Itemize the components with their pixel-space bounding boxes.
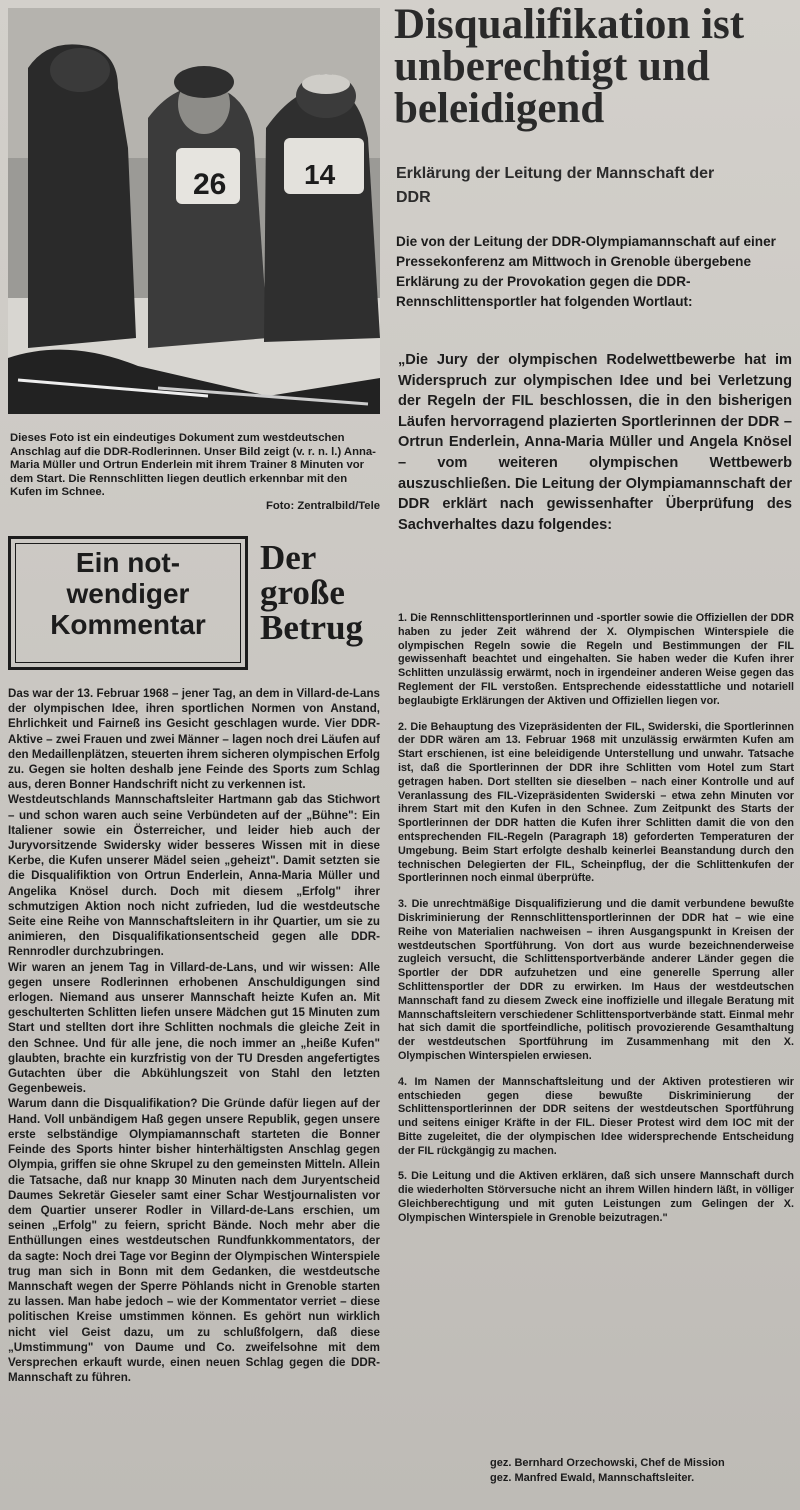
kommentar-body (8, 686, 380, 1385)
article-point: 5. Die Leitung und die Aktiven erklären, daß sich unsere Mannschaft durch die wiederholten Störversuche nicht an ihrem Willen hindern läßt, in völliger Gleichberechtigung und mit guten Leistungen zum Gelingen der X. Olympischen Winterspiele in Grenoble beizutragen." (398, 1170, 794, 1224)
kommentar-box (8, 536, 248, 670)
article-point: 4. Im Namen der Mannschaftsleitung und der Aktiven protestieren wir entschieden gegen diese bewußte Diskriminierung der Schlittensportlerinnen der DDR seitens der westdeutschen Sportführung und seitens einiger Kräfte in der FIL. Dieser Protest wird dem IOC mit der Bitte zugeleitet, die der olympischen Idee widersprechende Entscheidung der FIL rückgängig zu machen. (398, 1075, 794, 1157)
photo-credit: Foto: Zentralbild/Tele (265, 499, 380, 512)
kommentar-paragraph: Das war der 13. Februar 1968 – jener Tag, an dem in Villard-de-Lans der olympischen Idee, ihren sportlichen Normen von Anstand, Ehrlichkeit und Fairneß ins Gesicht geschlagen wurde. Vier DDR-Aktive – zwei Frauen und zwei Männer – lagen noch drei Läufen auf den Medaillenplätzen, steuerten ihrem sicheren olympischen Erfolg zu. Gegen sie holten deshalb jene Feinde des Sports zum Schlag aus, deren Bonner Handschrift nicht zu verkennen ist. (8, 687, 380, 792)
athletes-photo-image (8, 8, 380, 414)
kommentar-box-title: Ein not- wendiger Kommentar (50, 547, 206, 640)
kommentar-headline: Der große Betrug (260, 538, 364, 647)
article-point: 2. Die Behauptung des Vizepräsidenten der FIL, Swiderski, die Sportlerinnen der DDR wären am 13. Februar 1968 mit unzulässig erwärmten Kufen am Start erschienen, ist eine beleidigende Unterstellung und unwahr. Tatsache ist, daß die Sportlerinnen der DDR ihre Schlitten vom Hotel zum Start getragen haben. Dort stellten sie dieselben – nach einer Kontrolle und auf Veranlassung des FIL-Vizepräsidenten Swiderski – etwa zehn Minuten vor ihrem Start mit den Kufen in den Schnee. Zum Zeitpunkt des Starts der Sportlerinnen der DDR hatten die Kufen ihrer Schlitten damit die von den entsprechenden FIL-Regeln (Paragraph 18) geforderten Temperaturen der Umgebung. Beim Start erfolgte deshalb keinerlei Beanstandung durch den technischen Delegierten der FIL, Scheinpflug, der die Schlittenkufen der Sportlerinnen noch einmal überprüfte. (398, 720, 794, 885)
article-signatures (490, 1456, 795, 1485)
signature-line: gez. Manfred Ewald, Mannschaftsleiter. (490, 1471, 695, 1484)
article-subheadline: Erklärung der Leitung der Mannschaft der DDR (396, 165, 715, 206)
article-points (398, 612, 794, 1238)
signature-line: gez. Bernhard Orzechowski, Chef de Mission (490, 1457, 725, 1469)
article-point: 3. Die unrechtmäßige Disqualifizierung und die damit verbundene bewußte Diskriminierung der Rennschlittensportlerinnen der DDR hat – wie eine Reihe von Materialien nachweisen – ihren Ausgangspunkt in Kreisen der westdeutschen Sportführung. Von dort aus wurde bezeichnenderweise zugleich versucht, die Schlittensportverbände anderer Länder gegen die Sportler der DDR aufzuhetzen und eine generelle Sperrung aller Schlittensportler der DDR zu erwirken. Im Haus der westdeutschen Mannschaft fand zu diesem Zweck eine inoffizielle und illegale Beratung mit Mannschaftsleitern verschiedener Schlittensportverbände statt. Einmal mehr hat sich damit die sportfeindliche, politisch provozierende Gesamthaltung der westdeutschen Sportführung im Zusammenhang mit den X. Olympischen Winterspielen erwiesen. (398, 898, 794, 1062)
kommentar-paragraph: Wir waren an jenem Tag in Villard-de-Lans, und wir wissen: Alle gegen unsere Rodlerinnen erhobenen Anschuldigungen sind erlogen. Niemand aus unserer Mannschaft heizte Kufen an. Mit geschulterten Schlitten liefen unsere Mädchen gut 15 Minuten zum Start und stellten dort ihre Schlitten nochmals die gleiche Zeit in den Schnee. Und für alle jene, die noch immer an „heiße Kufen" glaubten, brachte ein kurzfristig von der TU Dresden angefertigtes Gutachten über die Abkühlungszeit von Stahl den letzten Gegenbeweis. (8, 960, 380, 1096)
bib-number-26: 26 (193, 168, 227, 201)
article-lead: Die von der Leitung der DDR-Olympiamannschaft auf einer Pressekonferenz am Mittwoch in Grenoble übergebene Erklärung zu der Provokation gegen die DDR-Rennschlittensportler hat folgenden Wortlaut: (396, 234, 776, 309)
bib-number-14: 14 (304, 159, 336, 190)
article-headline: Disqualifikation ist unberechtigt und beleidigend (394, 1, 745, 132)
article-quote: „Die Jury der olympischen Rodelwettbewerbe hat im Widerspruch zur olympischen Idee und bei Verletzung der Regeln der FIL beschlossen, die in den bisherigen Läufen hervorragend plazierten Sportlerinnen der DDR – Ortrun Enderlein, Anna-Maria Müller und Angela Knösel – vom weiteren olympischen Wettbewerb auszuschließen. Die Leitung der Olympiamannschaft der DDR erklärt nach gewissenhafter Überprüfung des Sachverhaltes dazu folgendes: (398, 352, 792, 533)
photo-caption (10, 432, 380, 514)
kommentar-paragraph: Westdeutschlands Mannschaftsleiter Hartmann gab das Stichwort – und schon waren auch seine Verbündeten auf der „Bühne": Ein Italiener sowie ein Österreicher, und leider hieb auch der Juryvorsitzende Swidersky wider besseres Wissen mit in diese Kerbe, die Kufen unserer Mädel seien „geheizt". Damit setzten sie die Disqualifiktion von Ortrun Enderlein, Anna-Maria Müller und Angelika Knösel durch. Doch mit diesem „Erfolg" ihrer schmutzigen Aktion noch nicht zufrieden, lud die westdeutsche Seite eine Reihe von Mannschaftsleitern in ihr Quartier, um sie zu animieren, den Disqualifikationsentscheid gegen alle DDR-Rennrodler durchzubringen. (8, 793, 380, 959)
photo-caption-text: Dieses Foto ist ein eindeutiges Dokument zum westdeutschen Anschlag auf die DDR-Rodlerinnen. Unser Bild zeigt (v. r. n. l.) Anna-Maria Müller und Ortrun Enderlein mit ihrem Trainer 8 Minuten vor dem Start. Die Rennschlitten liegen deutlich erkennbar mit den Kufen im Schnee. (10, 432, 376, 499)
athletes-photo (8, 8, 380, 414)
article-point: 1. Die Rennschlittensportlerinnen und -sportler sowie die Offiziellen der DDR haben zu jeder Zeit während der X. Olympischen Winterspiele die olympischen Regeln sowie die Regeln und Bestimmungen der FIL gewissenhaft beachtet und eingehalten. Sie haben weder die Kufen ihrer Schlitten unzulässig erwärmt, noch in irgendeiner anderen Weise gegen das Reglement der FIL verstoßen. Entsprechende eidesstattliche und notariell beglaubigte Erklärungen der Aktiven und Offiziellen liegen vor. (398, 612, 794, 707)
kommentar-paragraph: Warum dann die Disqualifikation? Die Gründe dafür liegen auf der Hand. Voll unbändigem Haß gegen unsere Republik, gegen unsere erste selbständige Olympiamannschaft starteten die Bonner Feinde des Sports hinter bisher hinterhältigsten Anschlag gegen Olympia, griffen sie ohne Skrupel zu den gemeinsten Mitteln. Allein die Tatsache, daß nur knapp 30 Minuten nach dem Juryentscheid Daumes Sekretär Gieseler samt einer Schar Westjournalisten vor dem Quartier unserer Rodler in Villard-de-Lans erschien, um seinen „Erfolg" zu feiern, spricht Bände. Noch mehr aber die Enthüllungen eines westdeutschen Rundfunkkommentators, der da sagte: Noch drei Tage vor Beginn der Olympischen Winterspiele trug man sich in Bonn mit dem Gedanken, die westdeutsche Mannschaft wegen der Sperre Pöhlands nicht in Grenoble starten zu lassen. Man habe jedoch – wie der Kommentator verriet – diese politischen Kreise umstimmen können. Es gehört nun wirklich nicht viel Geist dazu, um zu schlußfolgern, daß diese „Umstimmung" von Daume und Co. zweifelsohne mit dem Versprechen erkauft wurde, einen neuen Schlag gegen die DDR-Mannschaft zu führen. (8, 1097, 380, 1385)
